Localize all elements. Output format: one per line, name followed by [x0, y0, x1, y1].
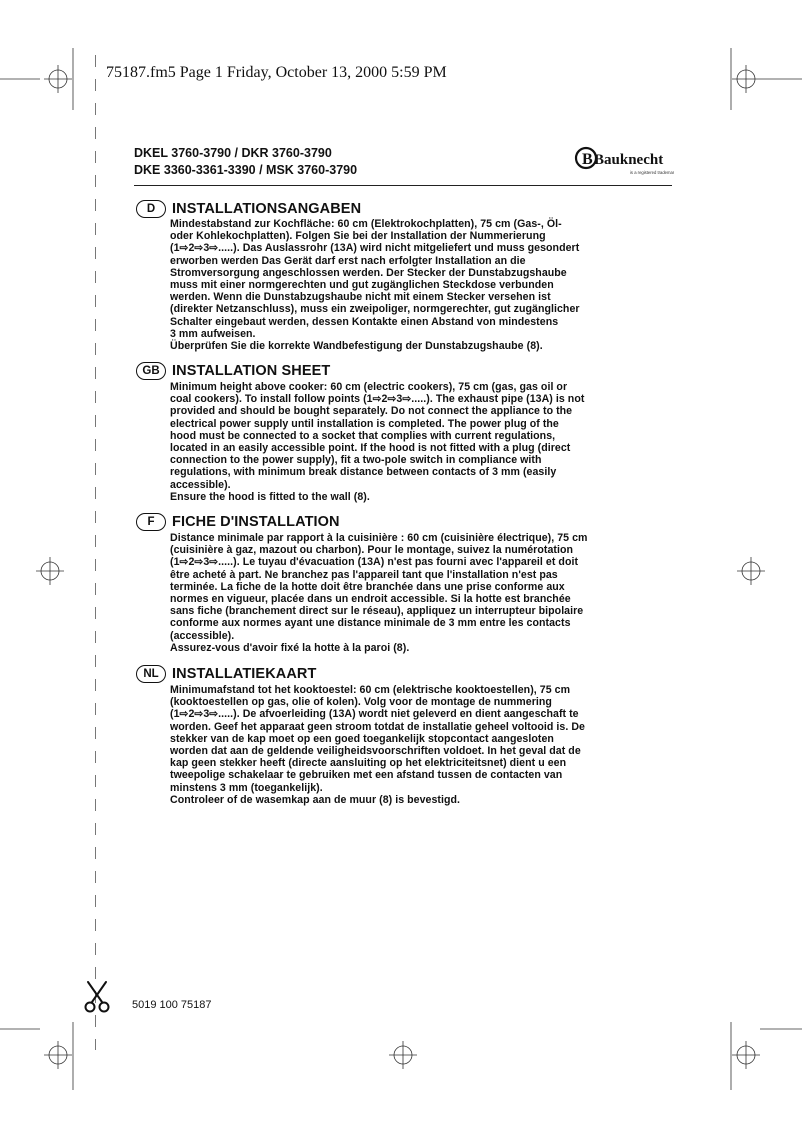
section-f-heading	[136, 512, 340, 532]
text-line: (1⇨2⇨3⇨.....). De afvoerleiding (13A) wordt niet geleverd en dient aangeschaft te	[170, 708, 579, 721]
section-title-f: FICHE D'INSTALLATION	[172, 514, 340, 530]
text-line: regulations, with minimum break distance between contacts of 3 mm (easily	[170, 466, 557, 479]
text-line: terminée. La fiche de la hotte doit être branchée dans une prise conforme aux	[170, 580, 565, 593]
text-line: connection to the power supply), fit a two-pole switch in compliance with	[170, 454, 542, 467]
text-line: Ensure the hood is fitted to the wall (8).	[170, 490, 370, 503]
language-badge-d: D	[136, 200, 166, 218]
header-rule	[134, 185, 672, 186]
text-line: located in an easily accessible point. If the hood is not fitted with a plug (direct	[170, 442, 571, 455]
text-line: erworben werden Das Gerät darf erst nach erfolgter Installation an die	[170, 254, 526, 267]
text-line: conforme aux normes ayant une distance minimale de 3 mm entre les contacts	[170, 617, 571, 630]
section-nl-heading	[136, 664, 316, 684]
text-line: minstens 3 mm (toegankelijk).	[170, 781, 323, 794]
cut-line	[95, 55, 96, 1050]
text-line: coal cookers). To install follow points (1⇨2⇨3⇨.....). The exhaust pipe (13A) is not	[170, 393, 585, 406]
text-line: electrical power supply until installation is completed. The power plug of the	[170, 417, 559, 430]
text-line: être acheté à part. Ne branchez pas l'appareil tant que l'installation n'est pas	[170, 568, 558, 581]
text-line: (1⇨2⇨3⇨.....). Das Auslassrohr (13A) wird nicht mitgeliefert und muss gesondert	[170, 242, 580, 255]
text-line: (direkter Netzanschluss), muss ein zweipoliger, normgerechter, gut zugänglicher	[170, 303, 580, 316]
text-line: 3 mm aufweisen.	[170, 327, 256, 340]
text-line: Schalter eingebaut werden, dessen Kontakte einen Abstand von mindestens	[170, 315, 559, 328]
text-line: muss mit einer normgerechten und gut zugänglichen Steckdose verbunden	[170, 279, 554, 292]
section-body-d	[170, 218, 638, 352]
section-title-nl: INSTALLATIEKAART	[172, 666, 317, 682]
text-line: werden. Wenn die Dunstabzugshaube nicht mit einem Stecker versehen ist	[170, 291, 551, 304]
section-title-gb: INSTALLATION SHEET	[172, 363, 331, 379]
section-body-f	[170, 532, 638, 654]
text-line: Mindestabstand zur Kochfläche: 60 cm (Elektrokochplatten), 75 cm (Gas-, Öl-	[170, 218, 562, 230]
text-line: (kooktoestellen op gas, olie of kolen). Volg voor de montage de nummering	[170, 696, 552, 709]
section-d-heading	[136, 199, 361, 219]
section-title-d: INSTALLATIONSANGABEN	[172, 201, 362, 217]
text-line: provided and should be bought separately. Do not connect the appliance to the	[170, 405, 573, 418]
text-line: worden dat aan de geldende veiligheidsvoorschriften voldoet. In het geval dat de	[170, 745, 581, 758]
text-line: kap geen stekker heeft (directe aansluiting op het elektriciteitsnet) dient u een	[170, 757, 567, 770]
section-gb-heading	[136, 361, 330, 381]
text-line: Assurez-vous d'avoir fixé la hotte à la paroi (8).	[170, 641, 410, 654]
text-line: Minimumafstand tot het kooktoestel: 60 cm (elektrische kooktoestellen), 75 cm	[170, 684, 571, 696]
bauknecht-logo	[574, 144, 674, 180]
language-badge-gb: GB	[136, 362, 166, 380]
text-line: (1⇨2⇨3⇨.....). Le tuyau d'évacuation (13A) n'est pas fourni avec l'appareil et doit	[170, 556, 579, 569]
text-line: normes en vigueur, placée dans un endroit accessible. Si la hotte est branchée	[170, 593, 571, 606]
section-body-nl	[170, 684, 638, 806]
svg-text:B: B	[582, 151, 593, 168]
model-line-2: DKE 3360-3361-3390 / MSK 3760-3790	[134, 163, 358, 177]
part-number: 5019 100 75187	[132, 999, 212, 1011]
language-badge-f: F	[136, 513, 166, 531]
language-badge-nl: NL	[136, 665, 166, 683]
text-line: tweepolige schakelaar te gebruiken met een afstand tussen de contacten van	[170, 769, 563, 782]
text-line: worden. Geef het apparaat geen stroom totdat de installatie geheel voltooid is. De	[170, 720, 585, 733]
print-header: 75187.fm5 Page 1 Friday, October 13, 2000 5:59 PM	[106, 64, 447, 81]
scissors-icon	[84, 980, 110, 1014]
text-line: sans fiche (branchement direct sur le réseau), appliquez un interrupteur bipolaire	[170, 605, 584, 618]
text-line: hood must be connected to a socket that complies with current regulations,	[170, 429, 556, 442]
text-line: accessible).	[170, 478, 231, 491]
text-line: Überprüfen Sie die korrekte Wandbefestigung der Dunstabzugshaube (8).	[170, 340, 543, 353]
text-line: stekker van de kap moet op een goed toegankelijk stopcontact aangesloten	[170, 732, 554, 745]
text-line: Stromversorgung angeschlossen werden. Der Stecker der Dunstabzugshaube	[170, 266, 567, 279]
text-line: Controleer of de wasemkap aan de muur (8) is bevestigd.	[170, 793, 461, 806]
section-body-gb	[170, 381, 638, 503]
brand-tagline: is a registered trademark	[630, 170, 674, 175]
text-line: oder Kohlekochplatten). Folgen Sie bei der Installation der Nummerierung	[170, 230, 546, 243]
text-line: Distance minimale par rapport à la cuisinière : 60 cm (cuisinière électrique), 75 cm	[170, 532, 588, 544]
text-line: Minimum height above cooker: 60 cm (electric cookers), 75 cm (gas, gas oil or	[170, 381, 568, 393]
text-line: (accessible).	[170, 629, 235, 642]
brand-name: Bauknecht	[594, 152, 664, 168]
model-line-1: DKEL 3760-3790 / DKR 3760-3790	[134, 146, 332, 160]
text-line: (cuisinière à gaz, mazout ou charbon). Pour le montage, suivez la numérotation	[170, 544, 573, 557]
